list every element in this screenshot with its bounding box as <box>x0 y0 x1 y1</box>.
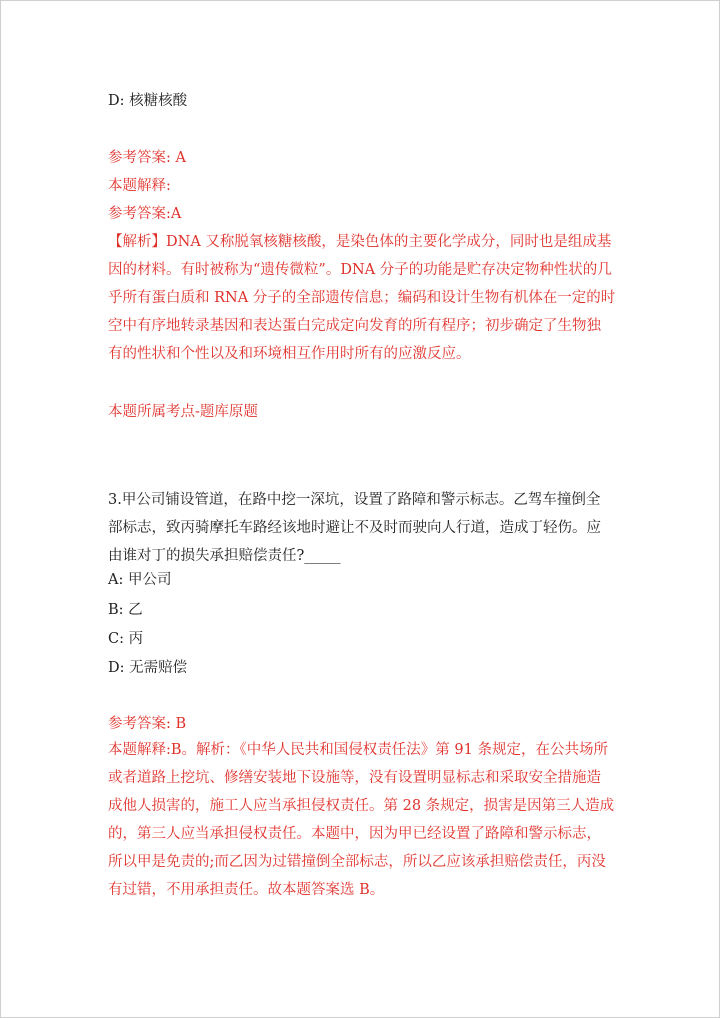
analysis-line: 【解析】DNA 又称脱氧核糖核酸，是染色体的主要化学成分，同时也是组成基 <box>108 234 612 250</box>
analysis-line: 有的性状和个性以及和环境相互作用时所有的应激反应。 <box>108 346 471 362</box>
explain-line: 有过错，不用承担责任。故本题答案选 B。 <box>108 882 385 898</box>
question-stem-line: 部标志，致丙骑摩托车路经该地时避让不及时而驶向人行道，造成丁轻伤。应 <box>108 520 601 536</box>
explain-line: 或者道路上挖坑、修缮安装地下设施等，没有设置明显标志和采取安全措施造 <box>108 770 601 786</box>
explain-line: 所以甲是免责的;而乙因为过错撞倒全部标志，所以乙应该承担赔偿责任，丙没 <box>108 854 606 870</box>
question-stem-line: 由谁对丁的损失承担赔偿责任?_____ <box>108 548 341 564</box>
analysis-line: 乎所有蛋白质和 RNA 分子的全部遗传信息；编码和设计生物有机体在一定的时 <box>108 290 616 306</box>
question-3-option-b: B: 乙 <box>108 602 143 618</box>
prev-source-tag: 本题所属考点-题库原题 <box>108 404 258 420</box>
question-3-stem <box>108 486 618 570</box>
question-3-option-c: C: 丙 <box>108 631 144 647</box>
explain-line: 本题解释:B。解析：《中华人民共和国侵权责任法》第 91 条规定，在公共场所 <box>108 742 608 758</box>
question-stem-line: 3.甲公司铺设管道，在路中挖一深坑，设置了路障和警示标志。乙驾车撞倒全 <box>108 492 601 508</box>
question-3-option-d: D: 无需赔偿 <box>108 660 188 676</box>
explain-line: 成他人损害的，施工人应当承担侵权责任。第 28 条规定，损害是因第三人造成 <box>108 798 615 814</box>
answer-3-reference: 参考答案: B <box>108 716 187 732</box>
analysis-line: 因的材料。有时被称为“遗传微粒”。DNA 分子的功能是贮存决定物种性状的几 <box>108 262 612 278</box>
answer-3-explanation <box>108 736 618 904</box>
prev-option-d: D: 核糖核酸 <box>108 93 188 109</box>
prev-analysis <box>108 228 618 368</box>
prev-reference-answer-2: 参考答案:A <box>108 206 182 222</box>
prev-reference-answer: 参考答案: A <box>108 150 186 166</box>
explain-line: 的，第三人应当承担侵权责任。本题中，因为甲已经设置了路障和警示标志， <box>108 826 601 842</box>
analysis-line: 空中有序地转录基因和表达蛋白完成定向发育的所有程序；初步确定了生物独 <box>108 318 601 334</box>
prev-explain-label: 本题解释: <box>108 178 171 194</box>
question-3-option-a: A: 甲公司 <box>108 572 172 588</box>
